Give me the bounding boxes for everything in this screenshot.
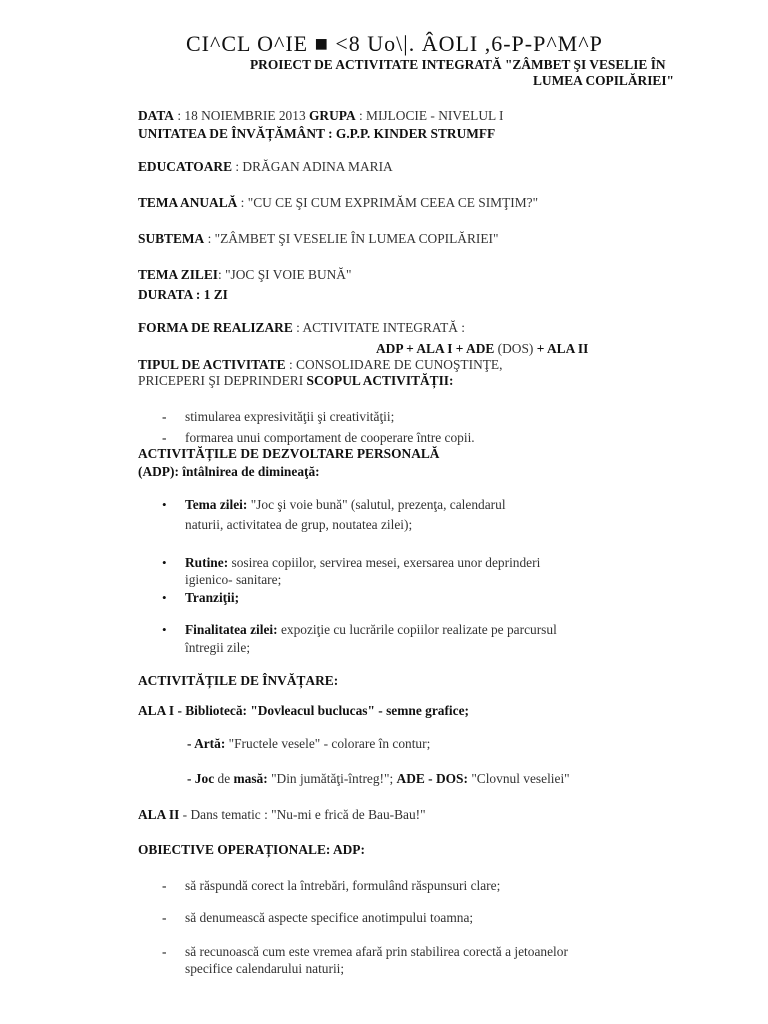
- tema-zilei-label: TEMA ZILEI: [138, 267, 218, 282]
- date-group-line: [138, 108, 504, 125]
- list-dash: -: [162, 878, 167, 893]
- bullet-icon: •: [162, 497, 167, 512]
- list-dash: -: [162, 944, 167, 959]
- tema-zilei-value: : "JOC ŞI VOIE BUNĂ": [218, 267, 352, 282]
- data-label: DATA: [138, 108, 174, 123]
- tema-anuala-line: [138, 195, 538, 212]
- obiective-heading: OBIECTIVE OPERAȚIONALE: ADP:: [138, 842, 365, 857]
- educatoare-value: : DRĂGAN ADINA MARIA: [232, 159, 393, 174]
- list-dash: -: [162, 910, 167, 925]
- joc-text: "Din jumătăţi-întreg!";: [267, 771, 397, 786]
- adp-final-label: Finalitatea zilei:: [185, 622, 278, 637]
- data-value: : 18 NOIEMBRIE 2013: [173, 108, 309, 123]
- ala2-text: - Dans tematic : "Nu-mi e frică de Bau-Bau!": [179, 807, 426, 822]
- tipul-line: [138, 357, 502, 374]
- scopul-label: SCOPUL ACTIVITĂȚII:: [306, 373, 454, 388]
- list-dash: -: [162, 430, 167, 445]
- subtema-label: SUBTEMA: [138, 231, 205, 246]
- joc-de: de: [214, 771, 234, 786]
- tipul-value: : CONSOLIDARE DE CUNOŞTINŢE,: [285, 357, 503, 372]
- adp-rutine-text: sosirea copiilor, servirea mesei, exersarea unor deprinderi: [228, 555, 541, 570]
- arta-label: - Artă:: [187, 736, 226, 751]
- scop-item: formarea unui comportament de cooperare între copii.: [185, 430, 475, 445]
- tema-anuala-label: TEMA ANUALĂ: [138, 195, 238, 210]
- ala1-line: ALA I - Bibliotecă: "Dovleacul buclucas" - semne grafice;: [138, 703, 469, 718]
- forma-dos: (DOS): [494, 341, 537, 356]
- adp-subheading: (ADP): întâlnirea de dimineaţă:: [138, 464, 320, 479]
- forma-line2: [376, 341, 588, 358]
- ade-text: "Clovnul veseliei": [467, 771, 570, 786]
- tema-anuala-value: : "CU CE ŞI CUM EXPRIMĂM CEEA CE SIMŢIM?": [237, 195, 539, 210]
- forma-line: [138, 320, 465, 337]
- adp-tranzitii: Tranziţii;: [185, 590, 240, 605]
- document-title-line2: LUMEA COPILĂRIEI": [533, 73, 674, 88]
- list-dash: -: [162, 409, 167, 424]
- joc-label: - Joc: [187, 771, 215, 786]
- unitate-line: UNITATEA DE ÎNVĂȚĂMÂNT : G.P.P. KINDER STRUMFF: [138, 126, 496, 141]
- bullet-icon: •: [162, 622, 167, 637]
- ade-label: ADE - DOS:: [396, 771, 468, 786]
- adp-tema-line2: naturii, activitatea de grup, noutatea zilei);: [185, 517, 413, 532]
- forma-components: ADP + ALA I + ADE: [376, 341, 495, 356]
- forma-ala2: + ALA II: [536, 341, 589, 356]
- ala2-label: ALA II: [138, 807, 180, 822]
- arta-line: [187, 736, 430, 753]
- adp-heading: ACTIVITĂȚILE DE DEZVOLTARE PERSONALĂ: [138, 446, 440, 461]
- grupa-value: : MIJLOCIE - NIVELUL I: [355, 108, 504, 123]
- invatare-heading: ACTIVITĂȚILE DE ÎNVĂȚARE:: [138, 673, 339, 688]
- obiectiv-item: să denumească aspecte specifice anotimpului toamna;: [185, 910, 474, 925]
- joc-masa-label: masă:: [233, 771, 268, 786]
- grupa-label: GRUPA: [309, 108, 356, 123]
- forma-label: FORMA DE REALIZARE: [138, 320, 293, 335]
- adp-final-line1: [185, 622, 557, 639]
- garbled-header-line: CI^CL O^IE ■ <8 Uo\|. ÂOLI ,6-P-P^M^P: [186, 31, 603, 56]
- arta-text: "Fructele vesele" - colorare în contur;: [225, 736, 431, 751]
- adp-tema-text: "Joc şi voie bună" (salutul, prezenţa, calendarul: [247, 497, 506, 512]
- adp-rutine-label: Rutine:: [185, 555, 229, 570]
- obiectiv-item: să răspundă corect la întrebări, formulând răspunsuri clare;: [185, 878, 501, 893]
- tema-zilei-line: [138, 267, 351, 284]
- obiectiv-item-continuation: specifice calendarului naturii;: [185, 961, 345, 976]
- document-title-line1: PROIECT DE ACTIVITATE INTEGRATĂ "ZÂMBET ŞI VESELIE ÎN: [250, 57, 666, 72]
- adp-rutine-line1: [185, 555, 540, 572]
- subtema-value: : "ZÂMBET ŞI VESELIE ÎN LUMEA COPILĂRIEI": [204, 231, 499, 246]
- adp-tema-line1: [185, 497, 506, 514]
- forma-value: : ACTIVITATE INTEGRATĂ :: [292, 320, 466, 335]
- tipul-value-line2: PRICEPERI ŞI DEPRINDERI: [138, 373, 307, 388]
- educatoare-line: [138, 159, 393, 176]
- durata-line: DURATA : 1 ZI: [138, 287, 228, 302]
- educatoare-label: EDUCATOARE: [138, 159, 232, 174]
- adp-final-text: expoziţie cu lucrările copiilor realizate pe parcursul: [277, 622, 557, 637]
- adp-rutine-line2: igienico- sanitare;: [185, 572, 282, 587]
- adp-final-line2: întregii zile;: [185, 640, 251, 655]
- scop-item: stimularea expresivităţii şi creativităţii;: [185, 409, 395, 424]
- adp-tema-label: Tema zilei:: [185, 497, 248, 512]
- bullet-icon: •: [162, 590, 167, 605]
- ala2-line: [138, 807, 426, 824]
- joc-line: [187, 771, 570, 788]
- bullet-icon: •: [162, 555, 167, 570]
- obiectiv-item: să recunoască cum este vremea afară prin stabilirea corectă a jetoanelor: [185, 944, 568, 959]
- tipul-line2: [138, 373, 453, 390]
- subtema-line: [138, 231, 498, 248]
- tipul-label: TIPUL DE ACTIVITATE: [138, 357, 286, 372]
